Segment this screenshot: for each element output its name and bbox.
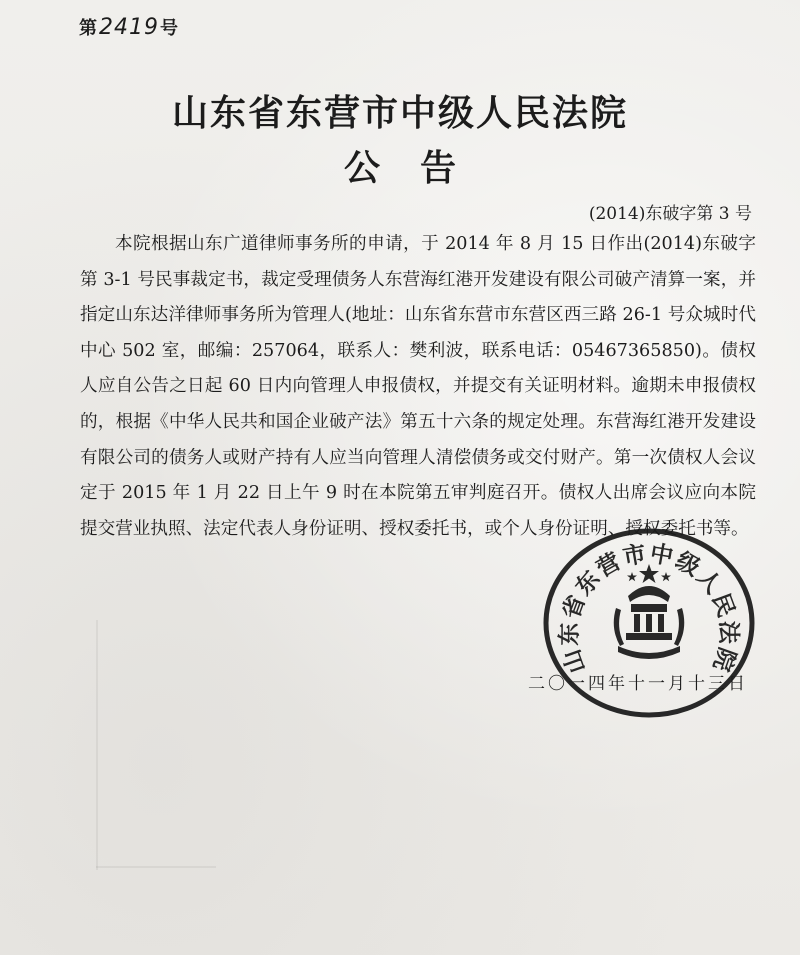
page-fold-mark [96, 620, 98, 870]
seal-text: 山东省东营市中级人民法院 [555, 539, 743, 677]
notice-date: 二〇一四年十一月十三日 [528, 674, 748, 694]
notice-body: 本院根据山东广道律师事务所的申请，于 2014 年 8 月 15 日作出(2014)东破字第 3-1 号民事裁定书，裁定受理债务人东营海红港开发建设有限公司破产清算一案，并指定山东达洋律师事务所为管理人(地址：山东省东营市东营区西三路 26-1 号众城时代中心 502 室，邮编：257064，联系人：樊利波，联系电话：05467365850)。债权人应自公告之日起 60 日内向管理人申报债权，并提交有关证明材料。逾期未申报债权的，根据《中华人民共和国企业破产法》第五十六条的规定处理。东营海红港开发建设有限公司的债务人或财产持有人应当向管理人清偿债务或交付财产。第一次债权人会议定于 2015 年 1 月 22 日上午 9 时在本院第五审判庭召开。债权人出席会议应向本院提交营业执照、法定代表人身份证明、授权委托书，或个人身份证明、授权委托书等。 [80, 234, 756, 539]
case-number: (2014)东破字第 3 号 [588, 204, 752, 224]
court-seal [540, 528, 758, 718]
national-emblem-icon [614, 564, 685, 659]
document-number-prefix: 第 [79, 18, 98, 39]
document-number [79, 14, 179, 40]
document-number-suffix: 号 [160, 18, 179, 39]
notice-title: 公告 [343, 147, 496, 189]
document-number-handwritten: 2419 [99, 15, 159, 40]
court-title: 山东省东营市中级人民法院 [171, 92, 628, 134]
page-fold-mark [96, 866, 216, 868]
